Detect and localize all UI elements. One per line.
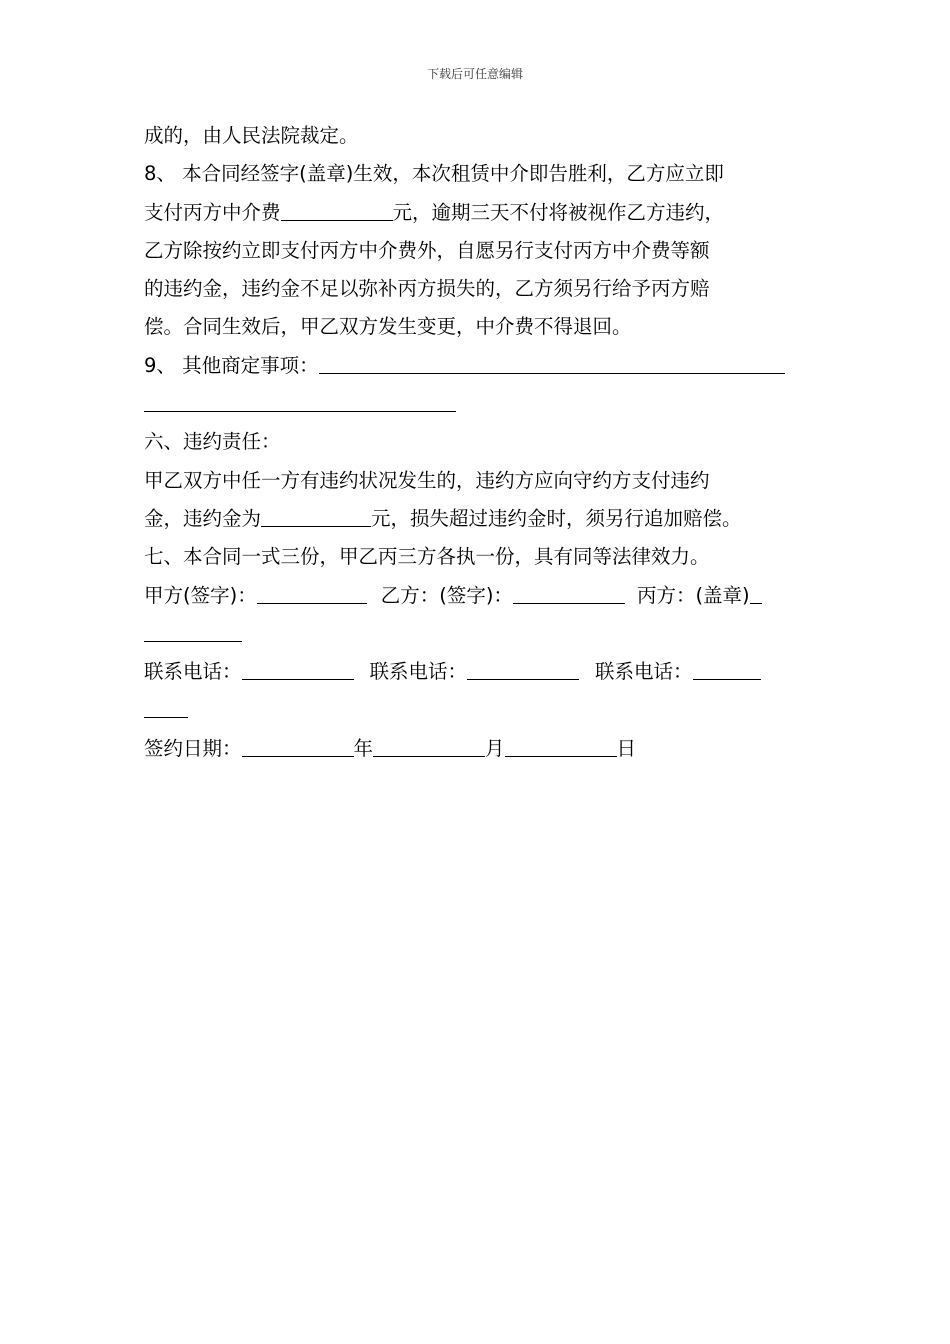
- party-a-signature-blank[interactable]: [257, 577, 367, 604]
- penalty-amount-blank[interactable]: [261, 500, 371, 527]
- clause-8-line-4: [144, 270, 806, 308]
- other-matters-blank[interactable]: [319, 347, 785, 374]
- month-label: 月: [485, 736, 505, 760]
- party-c-phone-label: 联系电话：: [595, 660, 693, 684]
- section-6-title: 六、违约责任：: [144, 430, 281, 454]
- section-6-text: 甲乙双方中任一方有违约状况发生的，违约方应向守约方支付违约: [144, 468, 710, 492]
- year-blank[interactable]: [242, 730, 354, 757]
- signing-date-label: 签约日期：: [144, 736, 242, 760]
- clause-9-line-2: [144, 385, 806, 423]
- party-c-phone-blank-continued[interactable]: [144, 691, 188, 718]
- clause-8-line-1: [144, 155, 806, 193]
- clause-8-text: 乙方除按约立即支付丙方中介费外，自愿另行支付丙方中介费等额: [144, 238, 710, 262]
- clause-8-text: 元，逾期三天不付将被视作乙方违约，: [392, 200, 725, 224]
- party-a-signature-label: 甲方(签字)：: [144, 583, 257, 607]
- clause-9-label: 9、 其他商定事项：: [144, 353, 319, 377]
- party-b-signature-label: 乙方：(签字)：: [380, 583, 513, 607]
- section-6-text: 元，损失超过违约金时，须另行追加赔偿。: [371, 506, 742, 530]
- section-6-line-2: [144, 500, 806, 538]
- party-c-seal-blank-continued[interactable]: [144, 615, 242, 642]
- agency-fee-blank[interactable]: [281, 194, 393, 221]
- section-6-title-line: [144, 423, 806, 461]
- party-c-phone-blank[interactable]: [693, 653, 761, 680]
- day-label: 日: [616, 736, 637, 760]
- clause-8-text: 8、 本合同经签字(盖章)生效，本次租赁中介即告胜利，乙方应立即: [144, 162, 724, 186]
- party-a-phone-blank[interactable]: [242, 653, 354, 680]
- page-header: 下载后可任意编辑: [426, 67, 523, 81]
- contact-line-continued: [144, 691, 806, 729]
- contact-line: [144, 653, 806, 691]
- clause-8-text: 偿。合同生效后，甲乙双方发生变更，中介费不得退回。: [144, 315, 632, 339]
- clause-8-line-5: [144, 308, 806, 346]
- section-7-text: 七、本合同一式三份，甲乙丙三方各执一份，具有同等法律效力。: [144, 545, 710, 569]
- signing-date-line: [144, 730, 806, 768]
- month-blank[interactable]: [373, 730, 485, 757]
- year-label: 年: [353, 736, 374, 760]
- signature-line-continued: [144, 615, 806, 653]
- signature-line: [144, 577, 806, 615]
- party-b-signature-blank[interactable]: [513, 577, 625, 604]
- party-c-seal-blank[interactable]: [750, 577, 762, 604]
- day-blank[interactable]: [505, 730, 617, 757]
- party-a-phone-label: 联系电话：: [144, 660, 242, 684]
- document-body: [144, 117, 806, 768]
- other-matters-blank-continued[interactable]: [144, 385, 456, 412]
- party-b-phone-blank[interactable]: [467, 653, 579, 680]
- text-line-content: 成的，由人民法院裁定。: [144, 124, 359, 147]
- clause-9-line-1: [144, 347, 806, 385]
- section-6-text: 金，违约金为: [144, 506, 262, 530]
- party-c-seal-label: 丙方：(盖章): [636, 583, 750, 607]
- section-6-line-1: [144, 462, 806, 500]
- text-line: [144, 117, 806, 155]
- clause-8-line-3: [144, 232, 806, 270]
- clause-8-line-2: [144, 194, 806, 232]
- clause-8-text: 支付丙方中介费: [144, 200, 281, 224]
- section-7-line: [144, 538, 806, 576]
- party-b-phone-label: 联系电话：: [369, 660, 468, 684]
- clause-8-text: 的违约金，违约金不足以弥补丙方损失的，乙方须另行给予丙方赔: [144, 277, 710, 301]
